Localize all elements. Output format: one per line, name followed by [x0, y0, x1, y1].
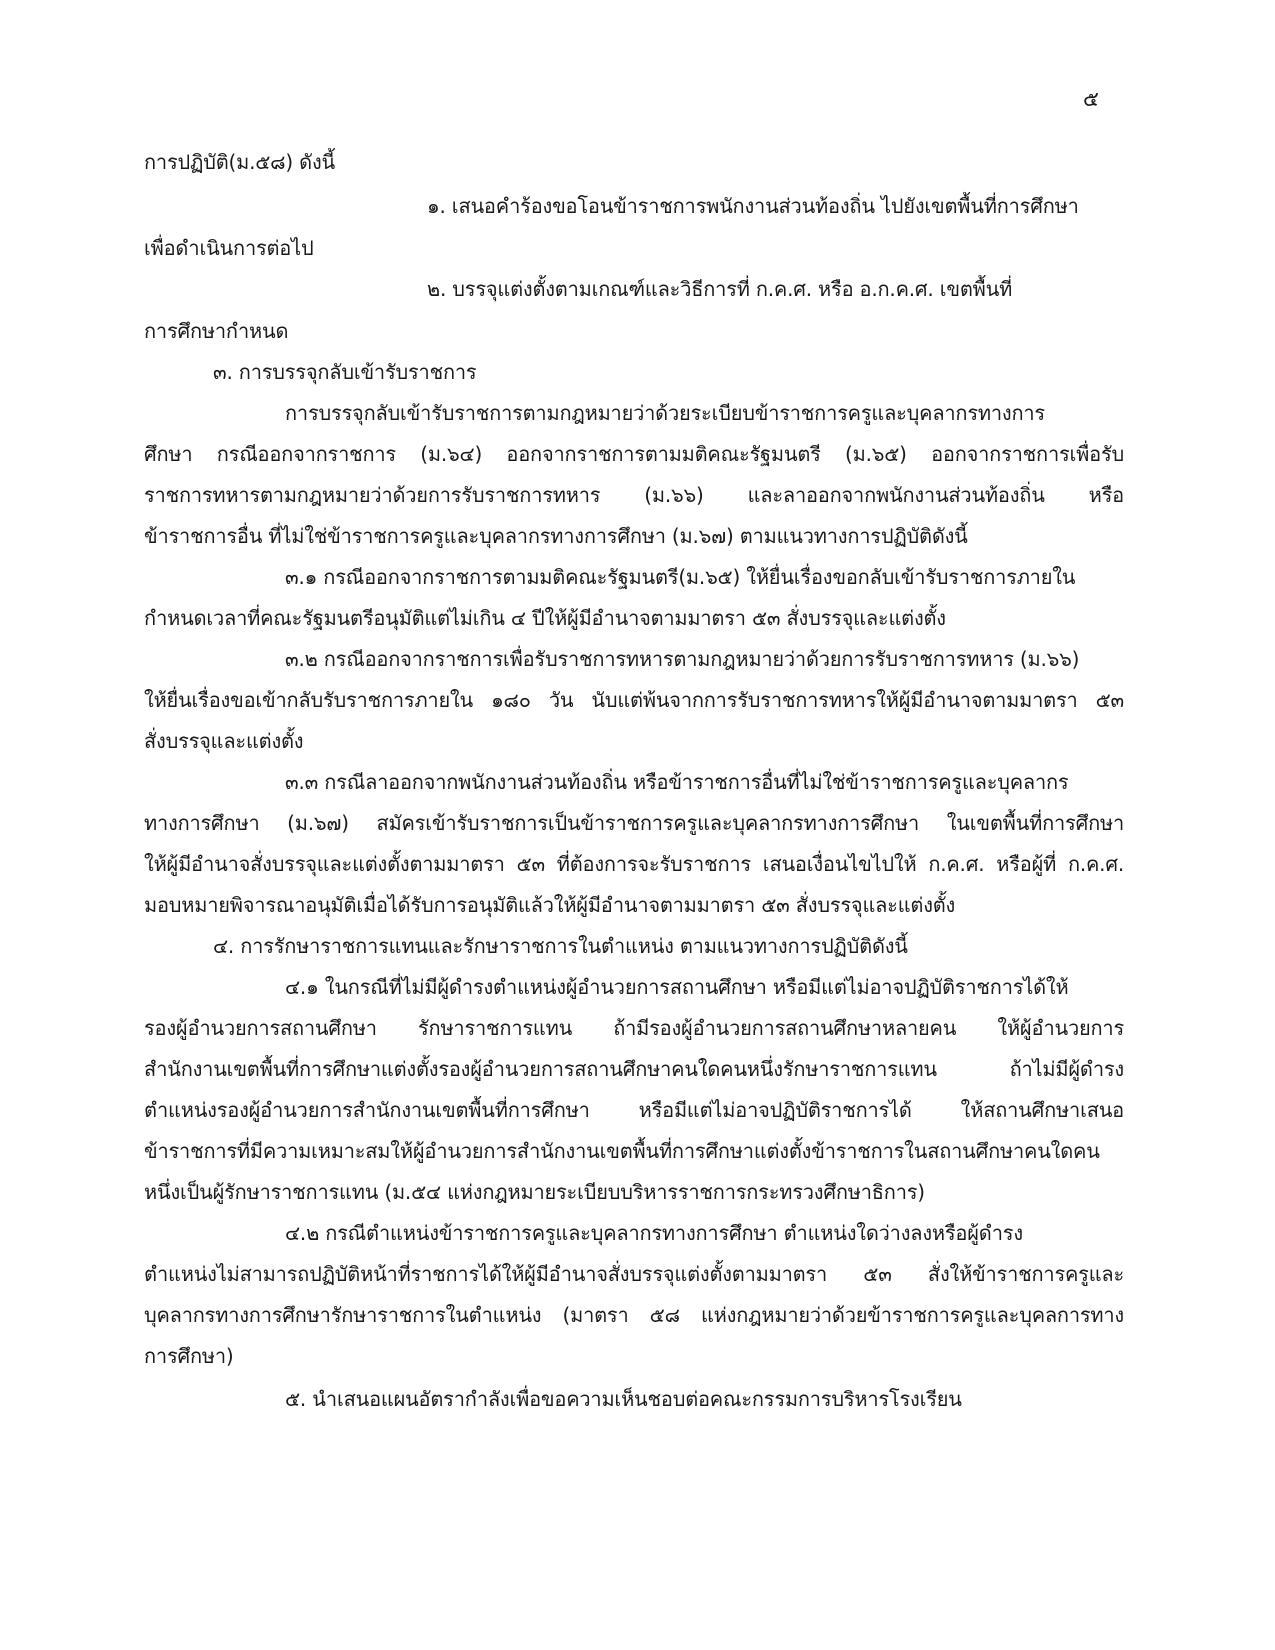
text-line: มอบหมายพิจารณาอนุมัติเมื่อได้รับการอนุมัติแล้วให้ผู้มีอำนาจตามมาตรา ๕๓ สั่งบรรจุและแต่งตั้ง: [144, 893, 956, 917]
text-line: การบรรจุกลับเข้ารับราชการตามกฎหมายว่าด้วยระเบียบข้าราชการครูและบุคลากรทางการ: [285, 401, 1045, 425]
text-line: การปฏิบัติ(ม.๕๘) ดังนี้: [144, 150, 335, 174]
text-line: ข้าราชการที่มีความเหมาะสมให้ผู้อำนวยการสำนักงานเขตพื้นที่การศึกษาแต่งตั้งข้าราชการในสถานศึกษาคนใดคน: [144, 1139, 1100, 1163]
text-line: ๔.๑ ในกรณีที่ไม่มีผู้ดำรงตำแหน่งผู้อำนวยการสถานศึกษา หรือมีแต่ไม่อาจปฏิบัติราชการได้ให้: [285, 975, 1069, 999]
text-line: รองผู้อำนวยการสถานศึกษา รักษาราชการแทน ถ้ามีรองผู้อำนวยการสถานศึกษาหลายคน ให้ผู้อำนวยการ: [144, 1016, 1124, 1040]
text-line: ๓.๓ กรณีลาออกจากพนักงานส่วนท้องถิ่น หรือข้าราชการอื่นที่ไม่ใช่ข้าราชการครูและบุคลากร: [285, 770, 1069, 794]
text-line: ๑. เสนอคำร้องขอโอนข้าราชการพนักงานส่วนท้องถิ่น ไปยังเขตพื้นที่การศึกษา: [427, 194, 1079, 218]
text-line: ๒. บรรจุแต่งตั้งตามเกณฑ์และวิธีการที่ ก.ค.ศ. หรือ อ.ก.ค.ศ. เขตพื้นที่: [427, 277, 1013, 301]
text-line: ราชการทหารตามกฎหมายว่าด้วยการรับราชการทหาร (ม.๖๖) และลาออกจากพนักงานส่วนท้องถิ่น หรือ: [144, 483, 1124, 507]
text-line: ข้าราชการอื่น ที่ไม่ใช่ข้าราชการครูและบุคลากรทางการศึกษา (ม.๖๗) ตามแนวทางการปฏิบัติดังนี้: [144, 524, 968, 548]
text-line: ๓.๒ กรณีออกจากราชการเพื่อรับราชการทหารตามกฎหมายว่าด้วยการรับราชการทหาร (ม.๖๖): [285, 647, 1080, 671]
text-line: ตำแหน่งรองผู้อำนวยการสำนักงานเขตพื้นที่การศึกษา หรือมีแต่ไม่อาจปฏิบัติราชการได้ ให้สถานศึกษาเสนอ: [144, 1098, 1124, 1122]
text-line: การศึกษากำหนด: [144, 319, 289, 343]
text-line: ให้ผู้มีอำนาจสั่งบรรจุและแต่งตั้งตามมาตรา ๕๓ ที่ต้องการจะรับราชการ เสนอเงื่อนไขไปให้ ก.ค.ศ. หรือผู้ที่ ก.ค.ศ.: [144, 852, 1124, 876]
text-line: การศึกษา): [144, 1344, 234, 1368]
text-line: ให้ยื่นเรื่องขอเข้ากลับรับราชการภายใน ๑๘๐ วัน นับแต่พ้นจากการรับราชการทหารให้ผู้มีอำนาจตามมาตรา ๕๓: [144, 688, 1124, 712]
text-line: หนึ่งเป็นผู้รักษาราชการแทน (ม.๕๔ แห่งกฎหมายระเบียบบริหารราชการกระทรวงศึกษาธิการ): [144, 1180, 925, 1204]
text-line: ศึกษา กรณีออกจากราชการ (ม.๖๔) ออกจากราชการตามมติคณะรัฐมนตรี (ม.๖๕) ออกจากราชการเพื่อรับ: [144, 442, 1124, 466]
text-line: สั่งบรรจุและแต่งตั้ง: [144, 729, 304, 753]
text-line: กำหนดเวลาที่คณะรัฐมนตรีอนุมัติแต่ไม่เกิน ๔ ปีให้ผู้มีอำนาจตามมาตรา ๕๓ สั่งบรรจุและแต่งตั้ง: [144, 606, 946, 630]
page-number: ๕: [1083, 87, 1099, 111]
section-heading: ๔. การรักษาราชการแทนและรักษาราชการในตำแหน่ง ตามแนวทางการปฏิบัติดังนี้: [213, 934, 908, 958]
text-line: สำนักงานเขตพื้นที่การศึกษาแต่งตั้งรองผู้อำนวยการสถานศึกษาคนใดคนหนึ่งรักษาราชการแทน ถ้าไม่มีผู้ดำรง: [144, 1057, 1124, 1081]
text-line: เพื่อดำเนินการต่อไป: [144, 236, 314, 260]
section-heading: ๕. นำเสนอแผนอัตรากำลังเพื่อขอความเห็นชอบต่อคณะกรรมการบริหารโรงเรียน: [285, 1387, 962, 1411]
text-line: ๓.๑ กรณีออกจากราชการตามมติคณะรัฐมนตรี(ม.๖๕) ให้ยื่นเรื่องขอกลับเข้ารับราชการภายใน: [285, 565, 1076, 589]
section-heading: ๓. การบรรจุกลับเข้ารับราชการ: [213, 360, 477, 384]
text-line: ๔.๒ กรณีตำแหน่งข้าราชการครูและบุคลากรทางการศึกษา ตำแหน่งใดว่างลงหรือผู้ดำรง: [285, 1221, 1023, 1245]
text-line: บุคลากรทางการศึกษารักษาราชการในตำแหน่ง (มาตรา ๕๘ แห่งกฎหมายว่าด้วยข้าราชการครูและบุคลการทาง: [144, 1303, 1124, 1327]
text-line: ตำแหน่งไม่สามารถปฏิบัติหน้าที่ราชการได้ให้ผู้มีอำนาจสั่งบรรจุแต่งตั้งตามมาตรา ๕๓ สั่งให้ข้าราชการครูและ: [144, 1262, 1124, 1286]
text-line: ทางการศึกษา (ม.๖๗) สมัครเข้ารับราชการเป็นข้าราชการครูและบุคลากรทางการศึกษา ในเขตพื้นที่การศึกษา: [144, 811, 1124, 835]
